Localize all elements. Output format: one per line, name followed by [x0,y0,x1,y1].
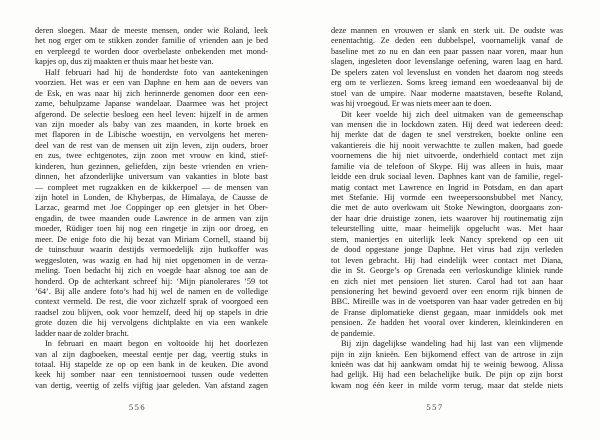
text-line: ’64’. Bij alle andere foto’s had hij wel de namen en de volledige [35,286,268,296]
text-line: BBC. Mireille was in de voetsporen van haar vader getreden en bij [331,297,563,307]
text-line: familie via de telefoon of Skype. Hij was alleen in huis, maar [331,161,563,171]
text-line: totaal. Hij stapelde ze op op een bank in de keuken. Die avond [35,360,268,369]
text-line: erg om te verliezen. Soms kreeg iemand een woedeaanval bij de [331,78,563,88]
text-line: deel van de rest van de mensen uit zijn leven, zijn ouders, broer [35,140,268,150]
text-line: keek hij somber naar een tennistoernooi tussen oude vedetten [35,370,268,380]
text-line: deren sloegen. Maar de meeste mensen, onder wie Roland, leek [35,26,268,35]
text-line: hij merkte dat de dagen te snel verstreken, boekte online een [331,130,563,140]
text-line: het nog erger om te stikken zonder familie of vrienden aan je bed [35,36,268,46]
text-line: de dood opgestane jonge Daphne. Het virus had zijn verleden [331,245,563,255]
text-line: moeder, Rüdiger toen hij nog een ringetje in zijn oor droeg, en [35,224,268,234]
text-line: zame, behulpzame Japanse wandelaar. Daarmee was het project [35,99,268,109]
text-line: de tuinschuur waarin destijds vermoedelijk zijn hutkoffer was [35,245,268,255]
text-line: context vermeld. De rest, die voor zichzelf sprak of voorgoed een [35,297,268,307]
text-line: stoel van de umpire. Naar moderne maatstaven, besefte Roland, [331,88,563,98]
text-line: had gelijk. Hij had een belachelijke buik. De pijn op zijn borst [331,370,563,380]
text-line: met Stefanie. Hij vormde een tweepersoonsbubbel met Nancy, [331,193,563,202]
text-line: was hij vroegoud. Er was niets meer aan te doen. [331,99,492,109]
right-page-number: 557 [426,402,444,412]
text-line: tot leven gebracht. Hij had eindelijk weer contact met Diana, [331,255,563,265]
left-page-number: 556 [128,402,147,412]
text-line: die in St. George’s op Grenada een verloskundige kliniek runde [331,266,563,276]
text-line: de pandemie. [331,328,376,338]
text-line: de Franse diplomatieke dienst gegaan, maar inmiddels ook met [331,307,563,317]
text-line: ladder naar de zolder bracht. [35,328,129,338]
text-line: matig contact met Lawrence en Ingrid in Potsdam, en dan apart [331,182,563,192]
text-line: en zus, twee echtgenotes, zijn zoon met vrouw en kind, stief- [35,151,268,161]
text-line: meling. Toen bedacht hij zich en voegde haar alsnog toe aan de [35,266,268,276]
text-line: vakantiereis die hij nooit verwachtte te zullen maken, had goede [331,140,563,150]
text-line: Bij zijn dagelijkse wandeling had hij last van een vlijmende [341,339,563,349]
text-line: dinnen, het afzonderlijke universum van vakanties in blote bast [35,172,268,182]
text-line: deze mannen en vrouwen er slank en sterk uit. De oudste was [331,26,563,35]
right-page-text [331,26,563,391]
text-line: van al zijn dagboeken, meestal eentje per dag, veertig stuks in [35,349,268,359]
text-line: stem, maniertjes en uiterlijk leek Nancy sprekend op een uit [331,234,563,244]
text-line: — compleet met rugzakken en de kikkerpoel — de mensen van [35,182,268,192]
text-line: van zijn moeder als baby van zes maanden, in korte broek en [35,119,268,129]
text-line: en verpleegd te worden door overbelaste onbekenden met mond- [35,46,268,56]
text-line: de Esk, en was naar hij zich herinnerde genomen door een een- [35,88,268,98]
text-line: teleurstelling uitte, maar heimelijk opgelucht was. Met haar [331,224,563,234]
text-line: pensionering het bewind gevoerd over een enorm rijk binnen de [331,286,563,296]
text-line: In februari en maart begon en voltooide hij het doorlezen [45,339,268,349]
text-line: voornemens die hij niet uitvoerde, onderhield contact met zijn [331,151,563,161]
text-line: eenentachtig. Ze deden een dubbelspel, voornamelijk vanaf de [331,36,563,46]
text-line: van mensen die in lockdown zaten. Hij deed wat iedereen deed: [331,119,563,129]
text-line: met flaporen in de Libische woestijn, en vervolgens het meren- [35,130,268,140]
text-line: raadsel zou blijven, ook voor hemzelf, deed hij op stapels in drie [35,307,268,317]
text-line: De spelers zaten vol levenslust en vonden het daarom nog steeds [331,67,563,77]
text-line: engadin, de twee maanden oude Lawrence in de armen van zijn [35,213,268,223]
text-line: leidde een druk sociaal leven. Daphnes kant van de familie, regel- [331,172,563,182]
text-line: pensioen. Ze hadden het vooral over kinderen, kleinkinderen en [331,318,563,328]
text-line: van dertig, veertig of zelfs vijftig jaar geleden. Van afstand zagen [35,380,268,390]
text-line: kwam nog één keer in milde vorm terug, maar dat stelde niets [331,380,563,390]
text-line: honderd. Op de achterkant schreef hij: ‘Mijn pianolerares ’59 tot [35,276,268,286]
text-line: Dit keer voelde hij zich deel uitmaken van de gemeenschap [341,109,563,119]
text-line: kapjes op, dus zij maakten er thuis maar het beste van. [35,57,214,67]
text-line: knieën was dat hij aankwam omdat hij te weinig bewoog. Alissa [331,360,563,369]
text-line: afgerond. De selectie besloeg een heel leven: hijzelf in de armen [35,109,268,119]
text-line: zijn hotel in Londen, de Khyberpas, de Himalaya, de Causse de [35,193,268,202]
text-line: voorzien. Het was er een van Daphne en hem aan de oevers van [35,78,268,88]
text-line: der haar drie druistige zonen, iets waarover hij routinematig zijn [331,213,563,223]
text-line: meer. De enige foto die hij bezat van Miriam Cornell, staand bij [35,234,268,244]
text-line: Larzac, gearmd met Joe Coppinger op een gletsjer in het Ober- [35,203,268,213]
text-line: grote dozen die hij vervolgens dichtplakte en via een wankele [35,318,268,328]
text-line: pijn in zijn knieën. Een bijkomend effect van de artrose in zijn [331,349,563,359]
text-line: baseline met zo nu en dan een paar passen naar voren, maar hun [331,46,563,56]
text-line: en zich niet met pensioen liet sturen. Carol had tot aan haar [331,276,563,286]
text-line: slagen, ingesleten door levenslange oefening, waren laag en hard. [331,57,563,67]
text-line: Half februari had hij de honderdste foto van aantekeningen [45,67,268,77]
text-line: kinderen, hun gezinnen, geliefden, zijn beste vrienden en vrien- [35,161,268,171]
text-line: die met de auto overkwam uit Stoke Newington, doorgaans zon- [331,203,563,213]
text-line: weggesloten, was wazig en had hij niet opgenomen in de verza- [35,255,268,265]
left-page-text [35,26,268,391]
